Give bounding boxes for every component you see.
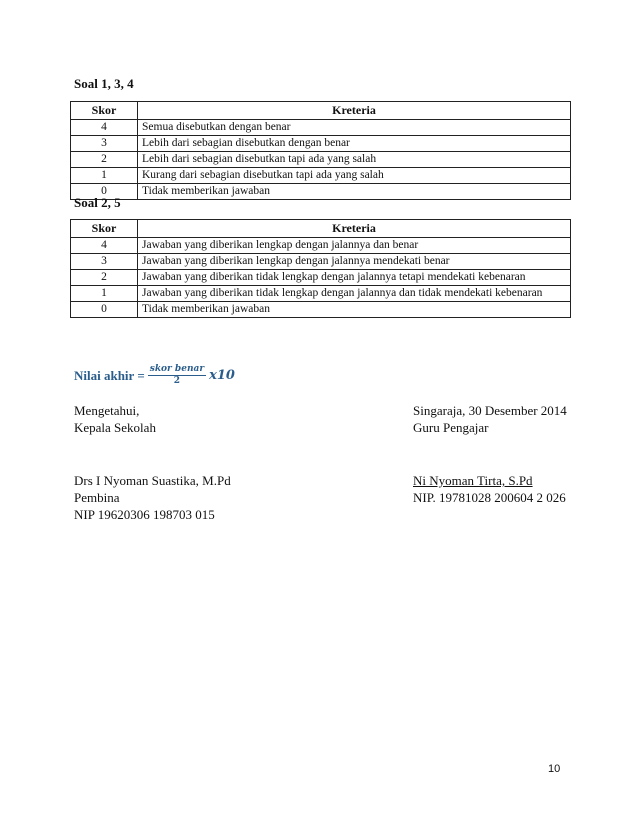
principal-title: Kepala Sekolah <box>74 420 156 435</box>
table-row <box>71 168 571 184</box>
table-header-row <box>71 102 571 120</box>
kreteria-cell: Tidak memberikan jawaban <box>138 302 571 318</box>
table-row <box>71 238 571 254</box>
kreteria-cell: Jawaban yang diberikan lengkap dengan jalannya mendekati benar <box>138 254 571 270</box>
header-kreteria: Kreteria <box>138 220 571 238</box>
kreteria-cell: Kurang dari sebagian disebutkan tapi ada yang salah <box>138 168 571 184</box>
teacher-name: Ni Nyoman Tirta, S.Pd <box>413 473 533 488</box>
table-row <box>71 302 571 318</box>
right-signature-block <box>413 472 566 506</box>
header-kreteria: Kreteria <box>138 102 571 120</box>
formula-multiplier: x10 <box>209 368 235 383</box>
final-score-formula <box>74 364 235 387</box>
criteria-table-1 <box>70 101 571 200</box>
skor-cell: 1 <box>71 286 138 302</box>
skor-cell: 4 <box>71 120 138 136</box>
skor-cell: 3 <box>71 136 138 152</box>
formula-denominator: 2 <box>173 376 181 386</box>
skor-cell: 0 <box>71 184 138 200</box>
header-skor: Skor <box>71 102 138 120</box>
table1-title: Soal 1, 3, 4 <box>74 76 134 91</box>
kreteria-cell: Lebih dari sebagian disebutkan dengan benar <box>138 136 571 152</box>
formula-label: Nilai akhir = <box>74 367 145 383</box>
teacher-title: Guru Pengajar <box>413 420 489 435</box>
left-signature-heading <box>74 402 156 436</box>
table-row <box>71 286 571 302</box>
principal-nip: NIP 19620306 198703 015 <box>74 507 215 522</box>
kreteria-cell: Tidak memberikan jawaban <box>138 184 571 200</box>
table-row <box>71 184 571 200</box>
kreteria-cell: Lebih dari sebagian disebutkan tapi ada yang salah <box>138 152 571 168</box>
left-signature-block <box>74 472 231 523</box>
right-signature-heading <box>413 402 567 436</box>
formula-numerator: skor benar <box>149 364 205 374</box>
kreteria-cell: Jawaban yang diberikan lengkap dengan jalannya dan benar <box>138 238 571 254</box>
kreteria-cell: Semua disebutkan dengan benar <box>138 120 571 136</box>
principal-name: Drs I Nyoman Suastika, M.Pd <box>74 473 231 488</box>
kreteria-cell: Jawaban yang diberikan tidak lengkap dengan jalannya tetapi mendekati kebenaran <box>138 270 571 286</box>
table-row <box>71 270 571 286</box>
skor-cell: 0 <box>71 302 138 318</box>
table2-title: Soal 2, 5 <box>74 195 121 210</box>
skor-cell: 1 <box>71 168 138 184</box>
skor-cell: 2 <box>71 152 138 168</box>
table-header-row <box>71 220 571 238</box>
skor-cell: 2 <box>71 270 138 286</box>
table-row <box>71 136 571 152</box>
page-number: 10 <box>548 763 561 775</box>
skor-cell: 4 <box>71 238 138 254</box>
table-row <box>71 152 571 168</box>
table-row <box>71 120 571 136</box>
skor-cell: 3 <box>71 254 138 270</box>
acknowledged-label: Mengetahui, <box>74 403 140 418</box>
formula-fraction <box>148 364 206 387</box>
criteria-table-2 <box>70 219 571 318</box>
kreteria-cell: Jawaban yang diberikan tidak lengkap dengan jalannya dan tidak mendekati kebenaran <box>138 286 571 302</box>
teacher-nip: NIP. 19781028 200604 2 026 <box>413 490 566 505</box>
table-row <box>71 254 571 270</box>
header-skor: Skor <box>71 220 138 238</box>
principal-rank: Pembina <box>74 490 120 505</box>
place-date: Singaraja, 30 Desember 2014 <box>413 403 567 418</box>
